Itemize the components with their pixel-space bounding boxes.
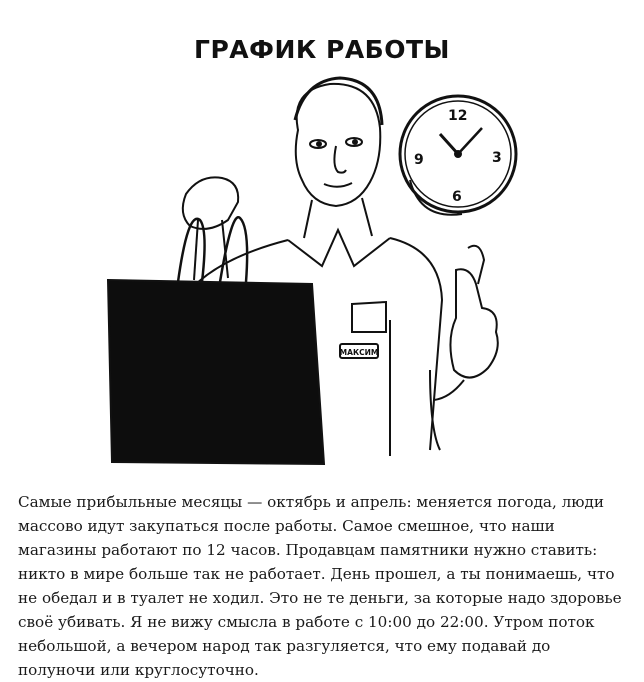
illustration <box>90 70 570 470</box>
name-badge-label: МАКСИМ <box>339 348 379 357</box>
article-title: ГРАФИК РАБОТЫ <box>194 34 450 64</box>
clock-number-6: 6 <box>452 189 462 205</box>
hand <box>183 177 238 280</box>
article-paragraph: Самые прибыльные месяцы — октябрь и апрель: меняется погода, люди массово идут закупаться после работы. Самое смешное, что наши магазины работают по 12 часов. Продавцам памятники нужно ставить: никто в мире больше так не работает. День прошел, а ты понимаешь, что не обедал и в туалет не ходил. Это не те деньги, за которые надо здоровье своё убивать. Я не вижу смысла в работе с 10:00 до 22:00. Утром поток небольшой, а вечером народ так разгуляется, что ему подавай до полуночи или круглосуточно. <box>18 493 622 679</box>
clock-icon <box>400 96 516 215</box>
clock-number-3: 3 <box>492 150 502 166</box>
shopping-bag-icon <box>108 280 324 464</box>
name-badge <box>340 344 379 358</box>
clock-number-12: 12 <box>448 108 468 124</box>
clock-number-9: 9 <box>414 152 424 168</box>
